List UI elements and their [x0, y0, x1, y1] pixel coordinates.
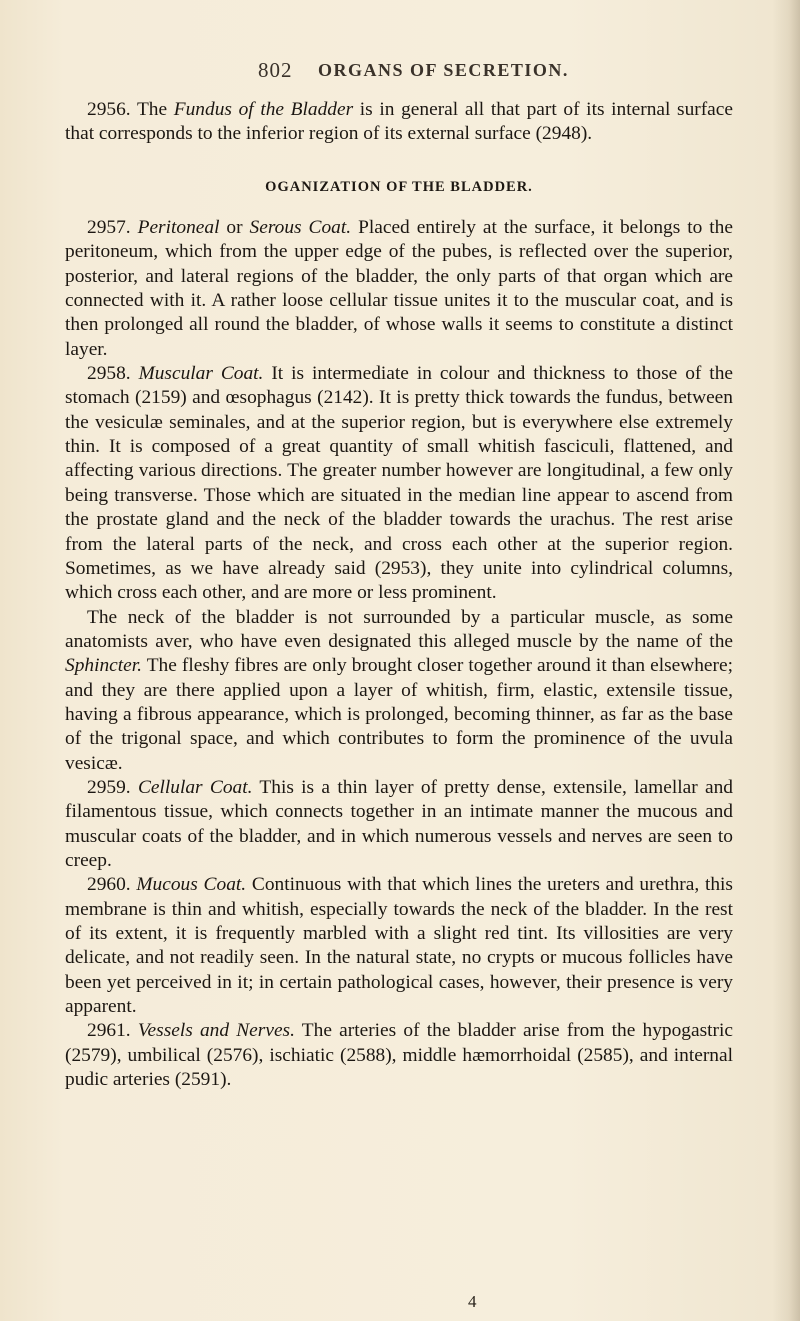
- running-head: ORGANS OF SECRETION.: [318, 60, 569, 80]
- paragraph-2958: [65, 362, 733, 605]
- paragraph-text: It is intermediate in colour and thickness to those of the stomach (2159) and œsophagus (2142). It is pretty thick towards the fundus, between the vesiculæ seminales, and at the superior region, but is everywhere else extremely thin. It is composed of a great quantity of small whitish fasciculi, flattened, and affecting various directions. The greater number however are longitudinal, a few only being transverse. Those which are situated in the median line appear to ascend from the prostate gland and the neck of the bladder towards the urachus. The rest arise from the lateral parts of the neck, and cross each other at the superior region. Sometimes, as we have already said (2953), they unite into cylindrical columns, which cross each other, and are more or less prominent.: [65, 363, 733, 604]
- paragraph-number: 2961.: [87, 1020, 131, 1042]
- paragraph-text: Continuous with that which lines the ureters and urethra, this membrane is thin and whitish, especially towards the neck of the bladder. In the rest of its extent, it is frequently marbled with a slight red tint. Its villosities are very delicate, and not readily seen. In the natural state, no crypts or mucous follicles have been yet perceived in it; in certain pathological cases, however, their presence is very apparent.: [65, 874, 733, 1018]
- paragraph-italic-term: Sphincter.: [65, 655, 143, 677]
- paragraph-number: 2956.: [87, 99, 131, 120]
- paragraph-text: This is a thin layer of pretty dense, extensile, lamellar and filamentous tissue, which connects together in an intimate manner the mucous and muscular coats of the bladder, and in which numerous vessels and nerves are seen to creep.: [65, 776, 733, 871]
- section-heading: OGANIZATION OF THE BLADDER.: [265, 178, 533, 195]
- paragraph-title: Vessels and Nerves.: [137, 1020, 295, 1042]
- page-number: 802: [258, 58, 293, 82]
- page-body: [65, 98, 733, 1092]
- title-joiner: or: [219, 217, 250, 239]
- paragraph-text: The arteries of the bladder arise from the hypogastric (2579), umbilical (2576), ischiatic (2588), middle hæmorrhoidal (2585), and internal pudic arteries (2591).: [65, 1020, 733, 1091]
- paragraph-number: 2959.: [87, 776, 131, 798]
- paragraph-text: Placed entirely at the surface, it belongs to the peritoneum, which from the upper edge of the pubes, is reflected over the superior, posterior, and lateral regions of the bladder, the only parts of that organ which are connected with it. A rather loose cellular tissue unites it to the muscular coat, and is then prolonged all round the bladder, of whose walls it seems to constitute a distinct layer.: [65, 217, 733, 360]
- paragraph-number: 2958.: [87, 363, 131, 385]
- paragraph-number: 2960.: [87, 874, 131, 896]
- paragraph-2957: [65, 216, 733, 362]
- paragraph-title: Mucous Coat.: [136, 874, 247, 896]
- page-edge-shadow: [772, 0, 800, 1321]
- page-header: [0, 58, 800, 88]
- paragraph-text: The fleshy fibres are only brought closer together around it than elsewhere; and they are there applied upon a layer of whitish, firm, elastic, extensile tissue, having a fibrous appearance, which is prolonged, becoming thinner, as far as the base of the trigonal space, and which contributes to form the prominence of the uvula vesicæ.: [65, 655, 733, 774]
- paragraph-title: Muscular Coat.: [138, 363, 264, 385]
- paragraph-title: Fundus of the Bladder: [173, 99, 354, 120]
- paragraph-text: is in general all that part of its internal surface that corresponds to the inferior region of its external surface (2948).: [65, 99, 734, 145]
- signature-mark: 4: [468, 1292, 477, 1311]
- paragraph-title-2: Serous Coat.: [249, 217, 352, 239]
- paragraph-2959: [65, 776, 733, 873]
- paragraph-title: Peritoneal: [137, 217, 220, 239]
- paragraph-neck: [65, 606, 733, 776]
- paragraph-text-pre: The neck of the bladder is not surrounded by a particular muscle, as some anatomists aver, who have even designated this alleged muscle by the name of the: [65, 606, 733, 652]
- paragraph-2961: [65, 1019, 733, 1092]
- paragraph-number: 2957.: [87, 217, 131, 239]
- paragraph-2960: [65, 873, 733, 1019]
- paragraph-2956: [65, 98, 733, 147]
- paragraph-lead: The: [136, 99, 174, 120]
- paragraph-title: Cellular Coat.: [137, 776, 253, 798]
